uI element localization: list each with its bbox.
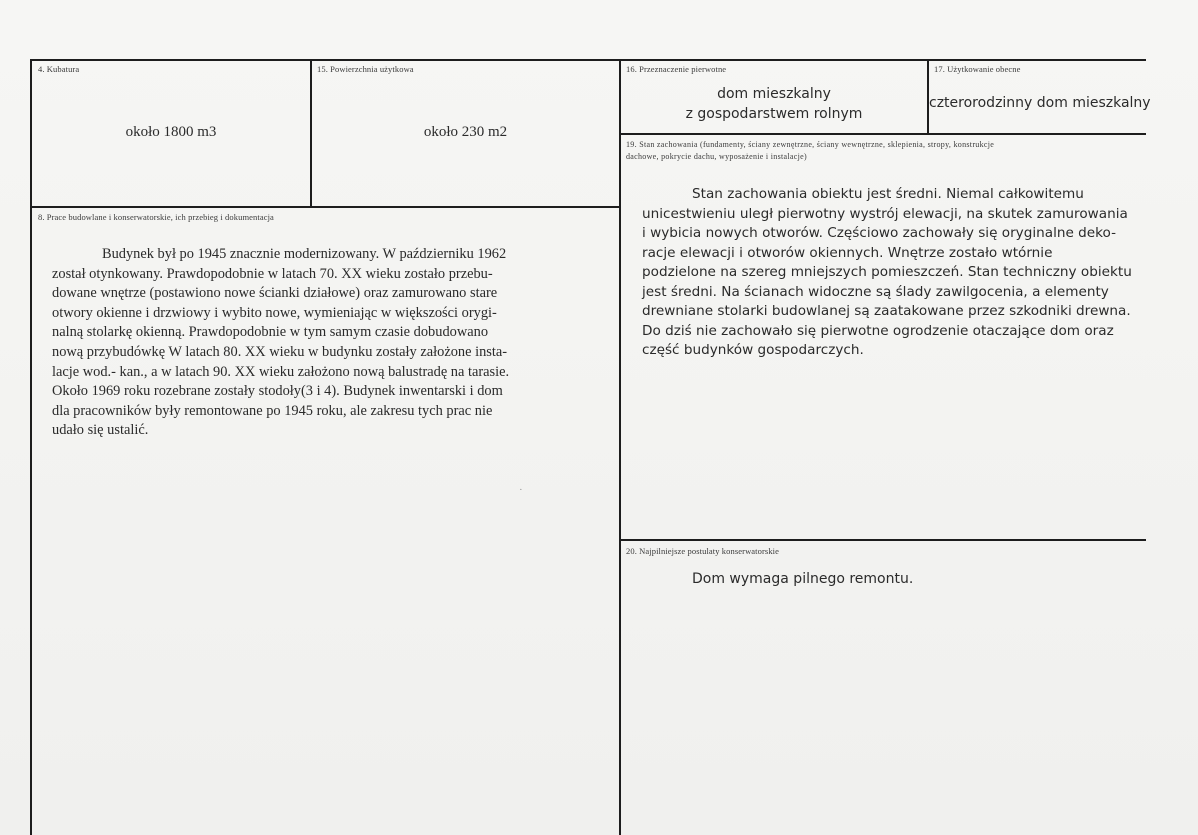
left-border <box>30 59 32 835</box>
center-divider <box>619 59 621 835</box>
box8-label: 8. Prace budowlane i konserwatorskie, ich przebieg i dokumentacja <box>38 212 274 222</box>
box19-text <box>642 185 1138 361</box>
box8-line: nową przybudówkę W latach 80. XX wieku w budynku zostały założone insta- <box>52 343 508 360</box>
box8-line: otwory okienne i drzwiowy i wybito nowe, wymieniając w większości orygi- <box>52 304 497 321</box>
box19-line: racje elewacji i otworów okiennych. Wnętrze zostało wtórnie <box>642 244 1053 261</box>
box19-line: Do dziś nie zachowało się pierwotne ogrodzenie otaczające dom oraz <box>642 322 1114 339</box>
box19-line: jest średni. Na ścianach widoczne są ślady zawilgocenia, a elementy <box>642 283 1109 300</box>
box8-text <box>52 245 606 441</box>
box19-label-line1: 19. Stan zachowania (fundamenty, ściany zewnętrzne, ściany wewnętrzne, sklepienia, stropy, konstrukcje <box>626 140 995 149</box>
row-divider-right-mid <box>619 539 1146 541</box>
box8-line: Budynek był po 1945 znacznie modernizowany. W październiku 1962 <box>102 246 507 262</box>
box19-line: część budynków gospodarczych. <box>642 342 864 358</box>
box20-label: 20. Najpilniejsze postulaty konserwatorskie <box>626 546 780 556</box>
box16-label: 16. Przeznaczenie pierwotne <box>626 64 727 74</box>
box8-line: lacje wod.- kan., a w latach 90. XX wieku założono nową balustradę na tarasie. <box>52 363 510 380</box>
box8-line: został otynkowany. Prawdopodobnie w latach 70. XX wieku zostało przebu- <box>52 265 493 282</box>
box17-value: czterorodzinny dom mieszkalny <box>929 95 1151 111</box>
row-divider-right-top <box>619 133 1146 135</box>
box19-line: unicestwieniu uległ pierwotny wystrój elewacji, na skutek zamurowania <box>642 205 1128 222</box>
box4-label: 4. Kubatura <box>38 64 80 74</box>
row-divider-left <box>30 206 621 208</box>
box8-line: udało się ustalić. <box>52 422 149 439</box>
box8-line: dowane wnętrze (postawiono nowe ścianki działowe) oraz zamurowano stare <box>52 285 498 302</box>
box16-value-line2: z gospodarstwem rolnym <box>685 106 863 122</box>
scan-speck: · <box>519 484 523 496</box>
box15-label: 15. Powierzchnia użytkowa <box>317 64 414 74</box>
box19-line: podzielone na szereg mniejszych pomieszczeń. Stan techniczny obiektu <box>642 264 1132 280</box>
top-border <box>30 59 1146 61</box>
box19-label-line2: dachowe, pokrycie dachu, wyposażenie i instalacje) <box>626 152 807 161</box>
box20-value: Dom wymaga pilnego remontu. <box>692 571 914 587</box>
box4-value: około 1800 m3 <box>125 124 217 140</box>
box19-line: drewniane stolarki budowlanej są zaatakowane przez szkodniki drewna. <box>642 303 1131 319</box>
box17-label: 17. Użytkowanie obecne <box>934 64 1021 74</box>
box19-line: i wybicia nowych otworów. Częściowo zachowały się oryginalne deko- <box>642 225 1116 241</box>
box8-line: dla pracowników były remontowane po 1945 roku, ale zakresu tych prac nie <box>52 402 493 419</box>
box16-value-line1: dom mieszkalny <box>717 86 831 102</box>
box19-line: Stan zachowania obiektu jest średni. Niemal całkowitemu <box>692 186 1084 202</box>
box8-line: nalną stolarkę okienną. Prawdopodobnie w tym samym czasie dobudowano <box>52 324 489 341</box>
box15-value: około 230 m2 <box>423 124 508 140</box>
box8-line: Około 1969 roku rozebrane zostały stodoły(3 i 4). Budynek inwentarski i dom <box>52 383 503 400</box>
